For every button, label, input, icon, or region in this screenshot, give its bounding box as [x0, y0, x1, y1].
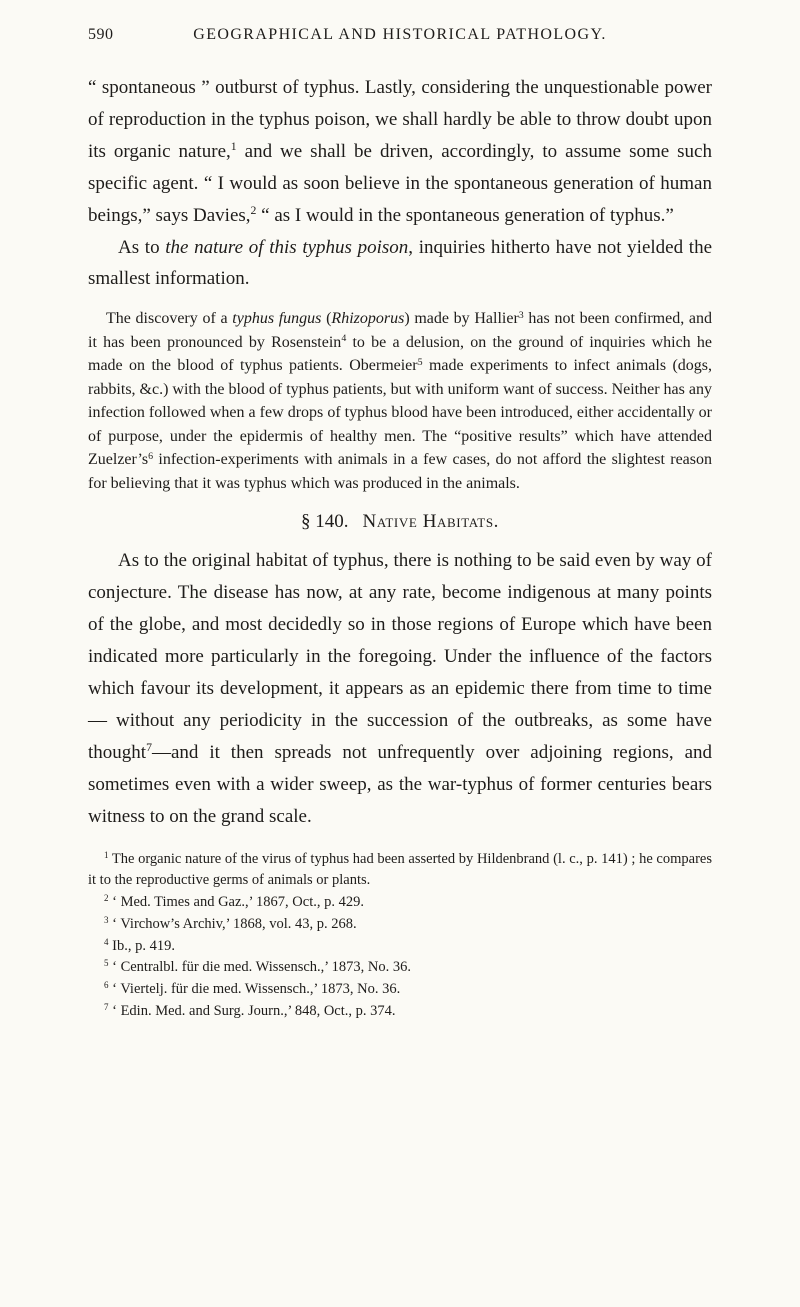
footnote-text: ‘ Centralbl. für die med. Wissensch.,’ 1873, No. 36.	[112, 959, 412, 976]
footnote-text: The organic nature of the virus of typhus had been asserted by Hildenbrand (l. c., p. 141) ; he compares it to the reproductive germs of animals or plants.	[88, 850, 712, 889]
footnote-marker: 2	[104, 893, 109, 904]
section-number: § 140.	[301, 511, 349, 533]
paragraph-small-print-experiments: The discovery of a typhus fungus (Rhizoporus) made by Hallier$^3$ has not been confirmed, and it has been pronounced by Rosenstein$^4$ to be a delusion, on the ground of inquiries which he made on the blood of typhus patients. Obermeier$^5$ made experiments to infect animals (dogs, rabbits, &c.) with the blood of typhus patients, but with uniform want of success. Neither has any infection followed when a few drops of typhus blood have been introduced, either accidentally or of purpose, under the epidermis of healthy men. The “positive results” which have attended Zuelzer’s$^6$ infection-experiments with animals in a few cases, do not afford the slightest reason for believing that it was typhus which was produced in the animals.	[88, 309, 713, 492]
footnote	[88, 979, 712, 1001]
page-header	[88, 26, 712, 44]
footnote	[88, 957, 712, 979]
footnote	[88, 1001, 712, 1023]
section-title: Native Habitats.	[362, 511, 499, 533]
page-number: 590	[88, 26, 114, 43]
paragraph-typhus-poison: “ spontaneous ” outburst of typhus. Lastly, considering the unquestionable power of reproduction in the typhus poison, we shall hardly be able to throw doubt upon its organic nature,$^1$ and we shall be driven, accordingly, to assume some such specific agent. “ I would as soon believe in the spontaneous generation of human beings,” says Davies,$^2$ “ as I would in the spontaneous generation of typhus.”	[88, 77, 712, 226]
footnote-text: ‘ Edin. Med. and Surg. Journ.,’ 848, Oct., p. 374.	[112, 1002, 396, 1019]
running-header: GEOGRAPHICAL AND HISTORICAL PATHOLOGY.	[193, 26, 607, 43]
footnotes	[88, 849, 712, 1023]
footnote-text: ‘ Med. Times and Gaz.,’ 1867, Oct., p. 429.	[112, 894, 364, 911]
footnote	[88, 849, 712, 893]
footnote-marker: 5	[104, 958, 109, 969]
footnote-marker: 4	[104, 936, 109, 947]
footnote-text: ‘ Virchow’s Archiv,’ 1868, vol. 43, p. 268.	[112, 915, 357, 932]
footnote-marker: 7	[104, 1001, 109, 1012]
footnote	[88, 914, 712, 936]
footnote	[88, 892, 712, 914]
footnote-marker: 6	[104, 980, 109, 991]
footnote-text: ‘ Viertelj. für die med. Wissensch.,’ 1873, No. 36.	[112, 981, 401, 998]
paragraph-nature-of-poison: As to the nature of this typhus poison, inquiries hitherto have not yielded the smallest information.	[88, 236, 712, 290]
footnote-marker: 1	[104, 849, 109, 860]
footnote	[88, 936, 712, 958]
footnote-marker: 3	[104, 914, 109, 925]
section-heading	[88, 511, 712, 533]
footnote-text: Ib., p. 419.	[112, 937, 175, 954]
paragraph-native-habitats: As to the original habitat of typhus, there is nothing to be said even by way of conjecture. The disease has now, at any rate, become indigenous at many points of the globe, and most decidedly so in those regions of Europe which have been indicated more particularly in the foregoing. Under the influence of the factors which favour its development, it appears as an epidemic there from time to time— without any periodicity in the succession of the outbreaks, as some have thought$^7$—and it then spreads not unfrequently over adjoining regions, and sometimes even with a wider sweep, as the war-typhus of former centuries bears witness to on the grand scale.	[88, 550, 712, 827]
